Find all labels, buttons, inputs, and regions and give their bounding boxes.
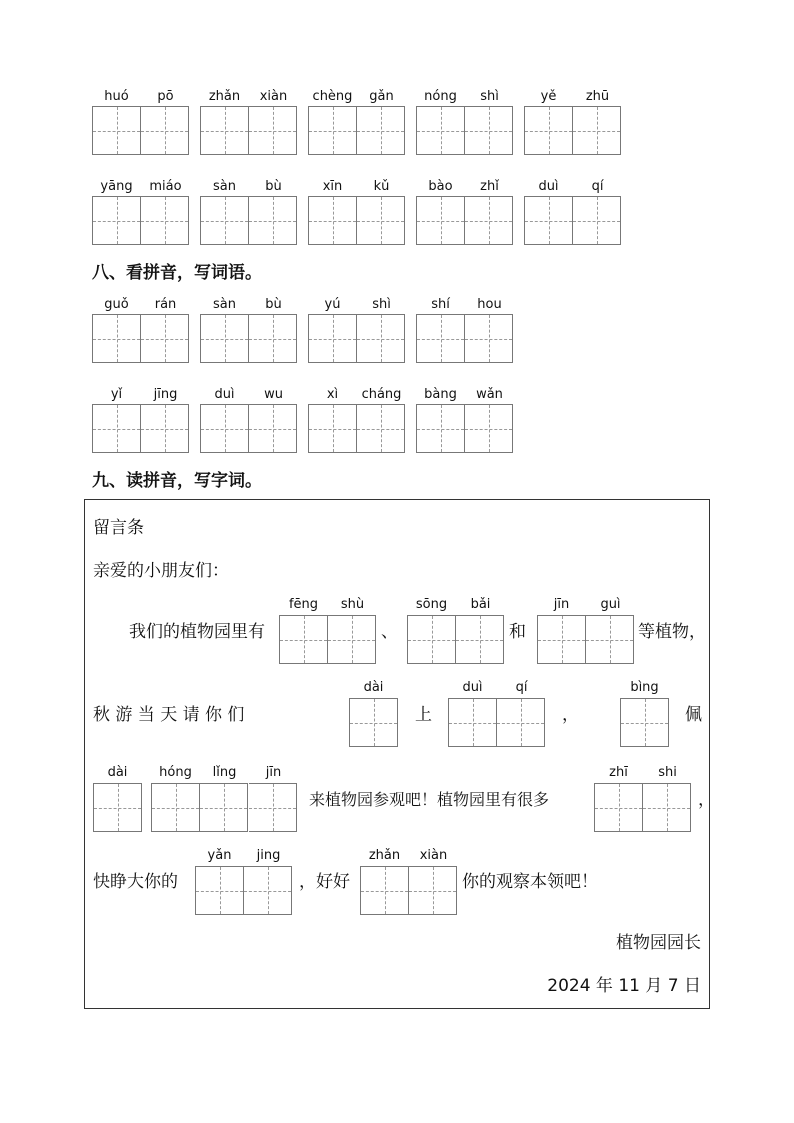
pinyin: duì bbox=[462, 680, 483, 695]
pinyin: yǐ bbox=[110, 387, 123, 402]
writing-cell[interactable] bbox=[573, 106, 621, 155]
pinyin: miáo bbox=[149, 179, 182, 194]
writing-cell[interactable] bbox=[465, 106, 513, 155]
word-box bbox=[92, 90, 190, 152]
note-title: 留言条 bbox=[93, 518, 144, 538]
note-text: ， bbox=[562, 705, 579, 725]
writing-cell[interactable] bbox=[357, 196, 405, 245]
writing-cell[interactable] bbox=[308, 314, 357, 363]
writing-cell[interactable] bbox=[249, 106, 297, 155]
pinyin: cháng bbox=[361, 387, 402, 402]
writing-cell[interactable] bbox=[151, 783, 200, 832]
word-box bbox=[92, 180, 190, 242]
pinyin: huó bbox=[104, 89, 129, 104]
note-text: 上 bbox=[415, 705, 432, 725]
pinyin: xiàn bbox=[259, 89, 288, 104]
writing-cell[interactable] bbox=[200, 196, 249, 245]
note-text: 秋 游 当 天 请 你 们 bbox=[93, 705, 245, 725]
writing-cell[interactable] bbox=[524, 106, 573, 155]
pinyin: bù bbox=[265, 179, 282, 194]
pinyin: shì bbox=[480, 89, 499, 104]
word-box bbox=[416, 388, 514, 450]
writing-cell[interactable] bbox=[93, 783, 142, 832]
note-text: 等植物， bbox=[638, 622, 706, 642]
writing-cell[interactable] bbox=[357, 106, 405, 155]
writing-cell[interactable] bbox=[200, 783, 248, 832]
pinyin: bǎi bbox=[470, 597, 491, 612]
writing-cell[interactable] bbox=[141, 106, 189, 155]
writing-cell[interactable] bbox=[357, 314, 405, 363]
pinyin: bìng bbox=[630, 680, 659, 695]
pinyin: shì bbox=[372, 297, 391, 312]
word-box bbox=[416, 298, 514, 360]
note-text: 、 bbox=[381, 622, 398, 642]
pinyin: pō bbox=[157, 89, 174, 104]
pinyin: wu bbox=[264, 387, 283, 402]
writing-cell[interactable] bbox=[465, 196, 513, 245]
note-text: ， bbox=[698, 790, 715, 810]
word-box bbox=[308, 180, 406, 242]
writing-cell[interactable] bbox=[308, 106, 357, 155]
word-box bbox=[195, 849, 293, 915]
note-text: 和 bbox=[509, 622, 526, 642]
word-box bbox=[524, 90, 622, 152]
word-box bbox=[93, 766, 142, 832]
pinyin: sàn bbox=[213, 179, 236, 194]
word-box bbox=[416, 180, 514, 242]
writing-cell[interactable] bbox=[586, 615, 634, 664]
pinyin: qí bbox=[515, 680, 528, 695]
pinyin: duì bbox=[538, 179, 559, 194]
pinyin: rán bbox=[154, 297, 177, 312]
pinyin: jīn bbox=[265, 765, 282, 780]
writing-cell[interactable] bbox=[620, 698, 669, 747]
writing-cell[interactable] bbox=[249, 783, 297, 832]
word-box bbox=[308, 90, 406, 152]
writing-cell[interactable] bbox=[573, 196, 621, 245]
word-box bbox=[200, 298, 298, 360]
pinyin: wǎn bbox=[476, 387, 503, 402]
word-box bbox=[360, 849, 458, 915]
note-text: 你的观察本领吧！ bbox=[462, 872, 598, 892]
pinyin-row-3 bbox=[92, 298, 524, 360]
writing-cell[interactable] bbox=[465, 404, 513, 453]
writing-cell[interactable] bbox=[200, 404, 249, 453]
writing-cell[interactable] bbox=[465, 314, 513, 363]
word-box bbox=[524, 180, 622, 242]
message-note bbox=[84, 499, 715, 1009]
note-date: 2024 年 11 月 7 日 bbox=[547, 976, 701, 996]
writing-cell[interactable] bbox=[308, 196, 357, 245]
writing-cell[interactable] bbox=[244, 866, 292, 915]
writing-cell[interactable] bbox=[200, 106, 249, 155]
writing-cell[interactable] bbox=[328, 615, 376, 664]
word-box bbox=[416, 90, 514, 152]
pinyin: jīn bbox=[553, 597, 570, 612]
note-text: 我们的植物园里有 bbox=[129, 622, 265, 642]
writing-cell[interactable] bbox=[92, 106, 141, 155]
pinyin: dài bbox=[363, 680, 384, 695]
writing-cell[interactable] bbox=[537, 615, 586, 664]
word-box bbox=[92, 298, 190, 360]
pinyin: dài bbox=[107, 765, 128, 780]
pinyin: hou bbox=[477, 297, 502, 312]
pinyin: yú bbox=[324, 297, 341, 312]
pinyin: chèng bbox=[312, 89, 353, 104]
pinyin: zhū bbox=[585, 89, 610, 104]
note-text: 佩 bbox=[685, 705, 702, 725]
writing-cell[interactable] bbox=[357, 404, 405, 453]
pinyin: guì bbox=[600, 597, 621, 612]
word-box bbox=[620, 681, 669, 747]
writing-cell[interactable] bbox=[416, 196, 465, 245]
word-box bbox=[200, 180, 298, 242]
pinyin: sōng bbox=[415, 597, 448, 612]
pinyin-row-1 bbox=[92, 90, 632, 152]
writing-cell[interactable] bbox=[643, 783, 691, 832]
section-9-heading: 九、读拼音，写字词。 bbox=[92, 471, 262, 491]
pinyin: xì bbox=[326, 387, 339, 402]
note-text: 快睁大你的 bbox=[93, 872, 178, 892]
writing-cell[interactable] bbox=[308, 404, 357, 453]
pinyin: yǎn bbox=[207, 848, 232, 863]
writing-cell[interactable] bbox=[409, 866, 457, 915]
pinyin: zhǐ bbox=[480, 179, 499, 194]
writing-cell[interactable] bbox=[416, 314, 465, 363]
writing-cell[interactable] bbox=[249, 314, 297, 363]
writing-cell[interactable] bbox=[92, 314, 141, 363]
writing-cell[interactable] bbox=[141, 196, 189, 245]
pinyin: lǐng bbox=[212, 765, 237, 780]
writing-cell[interactable] bbox=[360, 866, 409, 915]
section-8-heading: 八、看拼音，写词语。 bbox=[92, 263, 262, 283]
writing-cell[interactable] bbox=[279, 615, 328, 664]
pinyin: yāng bbox=[100, 179, 133, 194]
pinyin: duì bbox=[214, 387, 235, 402]
word-box bbox=[279, 598, 377, 664]
word-box bbox=[349, 681, 398, 747]
pinyin: jing bbox=[256, 848, 281, 863]
pinyin: qí bbox=[591, 179, 604, 194]
pinyin: guǒ bbox=[104, 297, 129, 312]
pinyin: fēng bbox=[288, 597, 319, 612]
writing-cell[interactable] bbox=[349, 698, 398, 747]
pinyin: bào bbox=[428, 179, 453, 194]
pinyin: bàng bbox=[424, 387, 457, 402]
writing-cell[interactable] bbox=[195, 866, 244, 915]
writing-cell[interactable] bbox=[456, 615, 504, 664]
note-signature: 植物园园长 bbox=[616, 933, 701, 953]
pinyin: bù bbox=[265, 297, 282, 312]
pinyin-row-4 bbox=[92, 388, 524, 450]
pinyin: jīng bbox=[153, 387, 178, 402]
word-box bbox=[537, 598, 635, 664]
note-text: 来植物园参观吧！植物园里有很多 bbox=[309, 790, 550, 809]
pinyin: yě bbox=[540, 89, 557, 104]
pinyin: zhǎn bbox=[368, 848, 401, 863]
pinyin: zhī bbox=[609, 765, 628, 780]
word-box bbox=[200, 388, 298, 450]
writing-cell[interactable] bbox=[141, 404, 189, 453]
writing-cell[interactable] bbox=[407, 615, 456, 664]
writing-cell[interactable] bbox=[249, 196, 297, 245]
pinyin-row-2 bbox=[92, 180, 632, 242]
note-greeting: 亲爱的小朋友们： bbox=[93, 561, 229, 581]
word-box bbox=[151, 766, 298, 832]
pinyin: hóng bbox=[159, 765, 192, 780]
word-box bbox=[594, 766, 692, 832]
writing-cell[interactable] bbox=[497, 698, 545, 747]
writing-cell[interactable] bbox=[249, 404, 297, 453]
writing-cell[interactable] bbox=[200, 314, 249, 363]
word-box bbox=[92, 388, 190, 450]
writing-cell[interactable] bbox=[416, 404, 465, 453]
word-box bbox=[308, 298, 406, 360]
writing-cell[interactable] bbox=[92, 404, 141, 453]
pinyin: nóng bbox=[424, 89, 457, 104]
pinyin: sàn bbox=[213, 297, 236, 312]
pinyin: shi bbox=[658, 765, 677, 780]
writing-cell[interactable] bbox=[448, 698, 497, 747]
pinyin: shù bbox=[340, 597, 365, 612]
pinyin: shí bbox=[431, 297, 450, 312]
word-box bbox=[407, 598, 505, 664]
writing-cell[interactable] bbox=[141, 314, 189, 363]
word-box bbox=[448, 681, 546, 747]
word-box bbox=[308, 388, 406, 450]
pinyin: xiàn bbox=[419, 848, 448, 863]
pinyin: xīn bbox=[322, 179, 343, 194]
writing-cell[interactable] bbox=[92, 196, 141, 245]
note-text: ，好好 bbox=[299, 872, 350, 892]
writing-cell[interactable] bbox=[594, 783, 643, 832]
pinyin: gǎn bbox=[369, 89, 394, 104]
pinyin: kǔ bbox=[373, 179, 390, 194]
word-box bbox=[200, 90, 298, 152]
pinyin: zhǎn bbox=[208, 89, 241, 104]
writing-cell[interactable] bbox=[416, 106, 465, 155]
writing-cell[interactable] bbox=[524, 196, 573, 245]
